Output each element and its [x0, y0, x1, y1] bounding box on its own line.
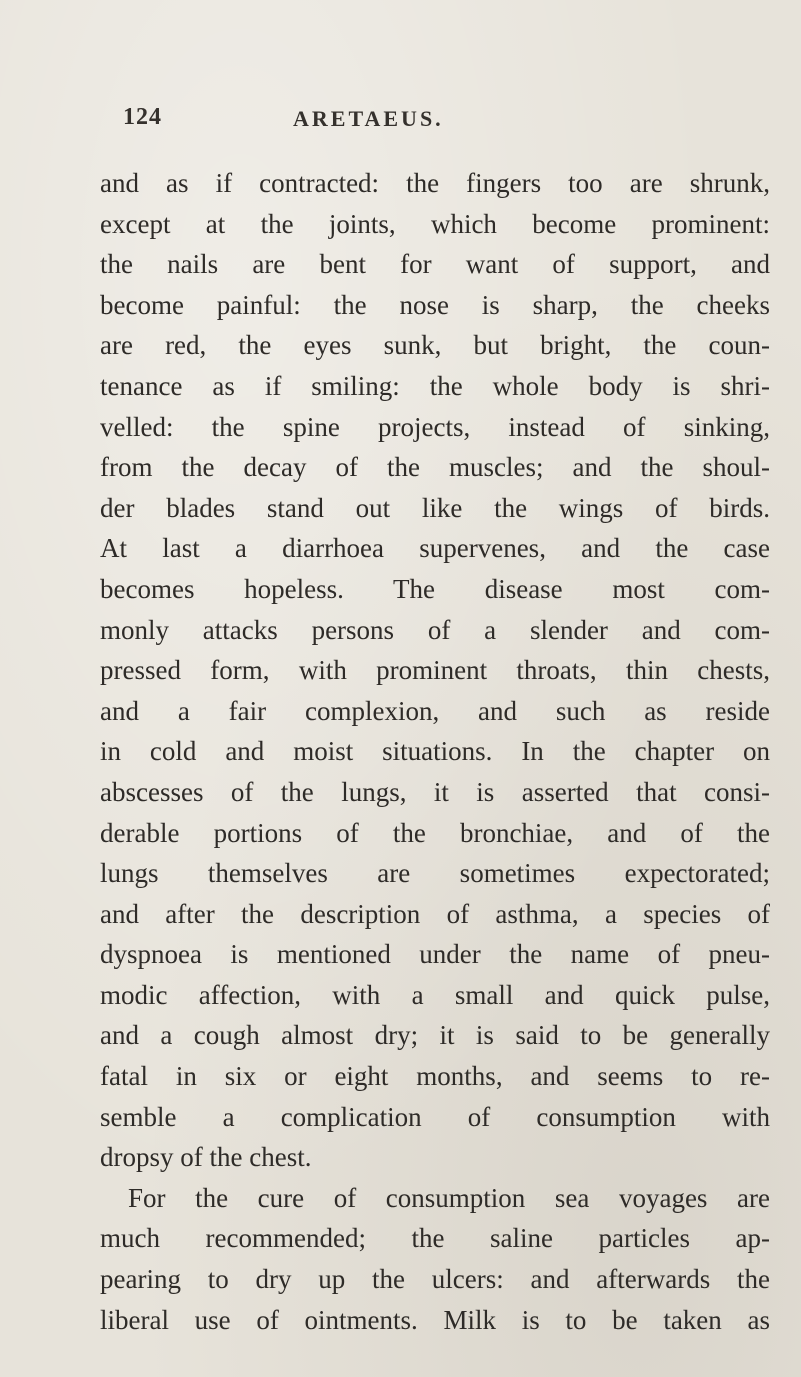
text-line: At last a diarrhoea supervenes, and the case: [100, 533, 770, 564]
text-line: abscesses of the lungs, it is asserted that consi-: [100, 776, 770, 807]
page-header: [123, 104, 683, 136]
page-number: 124: [123, 104, 162, 130]
text-line: except at the joints, which become prominent:: [100, 208, 770, 239]
text-line: dyspnoea is mentioned under the name of pneu-: [100, 939, 770, 970]
text-line: and as if contracted: the fingers too are shrunk,: [100, 168, 770, 198]
text-line: are red, the eyes sunk, but bright, the coun-: [100, 330, 770, 361]
text-line: pressed form, with prominent throats, thin chests,: [100, 655, 770, 686]
text-line: der blades stand out like the wings of birds.: [100, 492, 770, 523]
text-line: in cold and moist situations. In the chapter on: [100, 736, 770, 767]
text-line: and a fair complexion, and such as reside: [100, 695, 770, 726]
text-line: lungs themselves are sometimes expectorated;: [100, 858, 770, 889]
text-line: derable portions of the bronchiae, and of the: [100, 817, 770, 848]
text-line: become painful: the nose is sharp, the cheeks: [100, 289, 770, 320]
text-line: modic affection, with a small and quick pulse,: [100, 979, 770, 1010]
text-line: dropsy of the chest.: [100, 1142, 312, 1173]
text-line: semble a complication of consumption with: [100, 1101, 770, 1132]
text-line: and after the description of asthma, a species of: [100, 898, 770, 929]
text-line: becomes hopeless. The disease most com-: [100, 573, 770, 604]
text-line: pearing to dry up the ulcers: and afterwards the: [100, 1264, 770, 1295]
text-line: and a cough almost dry; it is said to be generally: [100, 1020, 770, 1051]
text-line: velled: the spine projects, instead of sinking,: [100, 411, 770, 442]
text-line: the nails are bent for want of support, and: [100, 249, 770, 280]
body-text: [100, 163, 770, 1340]
text-line: liberal use of ointments. Milk is to be taken as: [100, 1304, 770, 1335]
text-line: much recommended; the saline particles ap-: [100, 1223, 770, 1254]
text-line: monly attacks persons of a slender and com-: [100, 614, 770, 645]
text-line: from the decay of the muscles; and the shoul-: [100, 452, 770, 483]
running-head: ARETAEUS.: [293, 106, 444, 131]
paragraph-start-line: For the cure of consumption sea voyages are: [128, 1182, 770, 1213]
text-line: tenance as if smiling: the whole body is shri-: [100, 370, 770, 401]
text-line: fatal in six or eight months, and seems to re-: [100, 1061, 770, 1092]
